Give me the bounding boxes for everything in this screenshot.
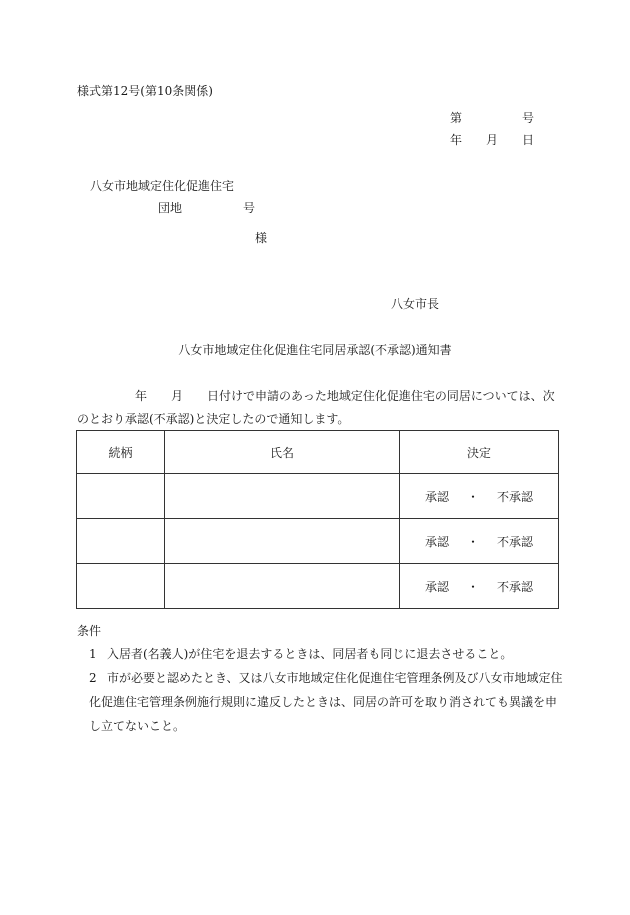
table-header-row [77, 431, 559, 474]
cell-relationship[interactable] [77, 474, 165, 519]
date-year: 年 [450, 133, 463, 147]
recipient-go: 号 [243, 201, 256, 215]
decision-approve[interactable]: 承認 [424, 534, 449, 549]
condition-number: 1 [89, 647, 97, 661]
body-text [77, 385, 557, 431]
condition-text-line3: し立てないこと。 [89, 719, 186, 733]
body-line1: 日付けで申請のあった地域定住化促進住宅の同居については、次 [207, 389, 555, 403]
recipient-danchi: 団地 [158, 201, 183, 215]
document-title: 八女市地域定住化促進住宅同居承認(不承認)通知書 [178, 343, 452, 357]
header-relationship: 続柄 [77, 431, 165, 474]
table-row [77, 519, 559, 564]
condition-text-line1: 市が必要と認めたとき、又は八女市地域定住化促進住宅管理条例及び八女市地域定住 [107, 671, 563, 685]
cohabitant-table [76, 430, 559, 609]
cell-name[interactable] [165, 564, 400, 609]
body-line2: のとおり承認(不承認)と決定したので通知します。 [77, 412, 350, 426]
issuer: 八女市長 [391, 297, 440, 311]
recipient-honorific: 様 [255, 231, 268, 245]
body-year: 年 [135, 389, 148, 403]
cell-decision [400, 564, 559, 609]
decision-reject[interactable]: 不承認 [497, 579, 534, 594]
cell-decision [400, 474, 559, 519]
document-number-go: 号 [522, 111, 535, 125]
decision-separator: ・ [466, 534, 479, 549]
decision-reject[interactable]: 不承認 [497, 489, 534, 504]
cell-relationship[interactable] [77, 564, 165, 609]
conditions-heading: 条件 [77, 624, 102, 638]
decision-reject[interactable]: 不承認 [497, 534, 534, 549]
decision-separator: ・ [466, 579, 479, 594]
cell-name[interactable] [165, 519, 400, 564]
recipient-housing: 八女市地域定住化促進住宅 [90, 179, 235, 193]
header-name: 氏名 [165, 431, 400, 474]
condition-text: 入居者(名義人)が住宅を退去するときは、同居者も同じに退去させること。 [107, 647, 513, 661]
decision-approve[interactable]: 承認 [424, 489, 449, 504]
date-month: 月 [486, 133, 499, 147]
header-decision: 決定 [400, 431, 559, 474]
body-month: 月 [171, 389, 184, 403]
cell-name[interactable] [165, 474, 400, 519]
cell-decision [400, 519, 559, 564]
table-row [77, 564, 559, 609]
condition-text-line2: 化促進住宅管理条例施行規則に違反したときは、同居の許可を取り消されても異議を申 [89, 695, 558, 709]
cell-relationship[interactable] [77, 519, 165, 564]
form-number: 様式第12号(第10条関係) [77, 84, 213, 98]
decision-separator: ・ [466, 489, 479, 504]
table-row [77, 474, 559, 519]
document-number-dai: 第 [450, 111, 463, 125]
decision-approve[interactable]: 承認 [424, 579, 449, 594]
condition-number: 2 [89, 671, 97, 685]
date-day: 日 [522, 133, 535, 147]
